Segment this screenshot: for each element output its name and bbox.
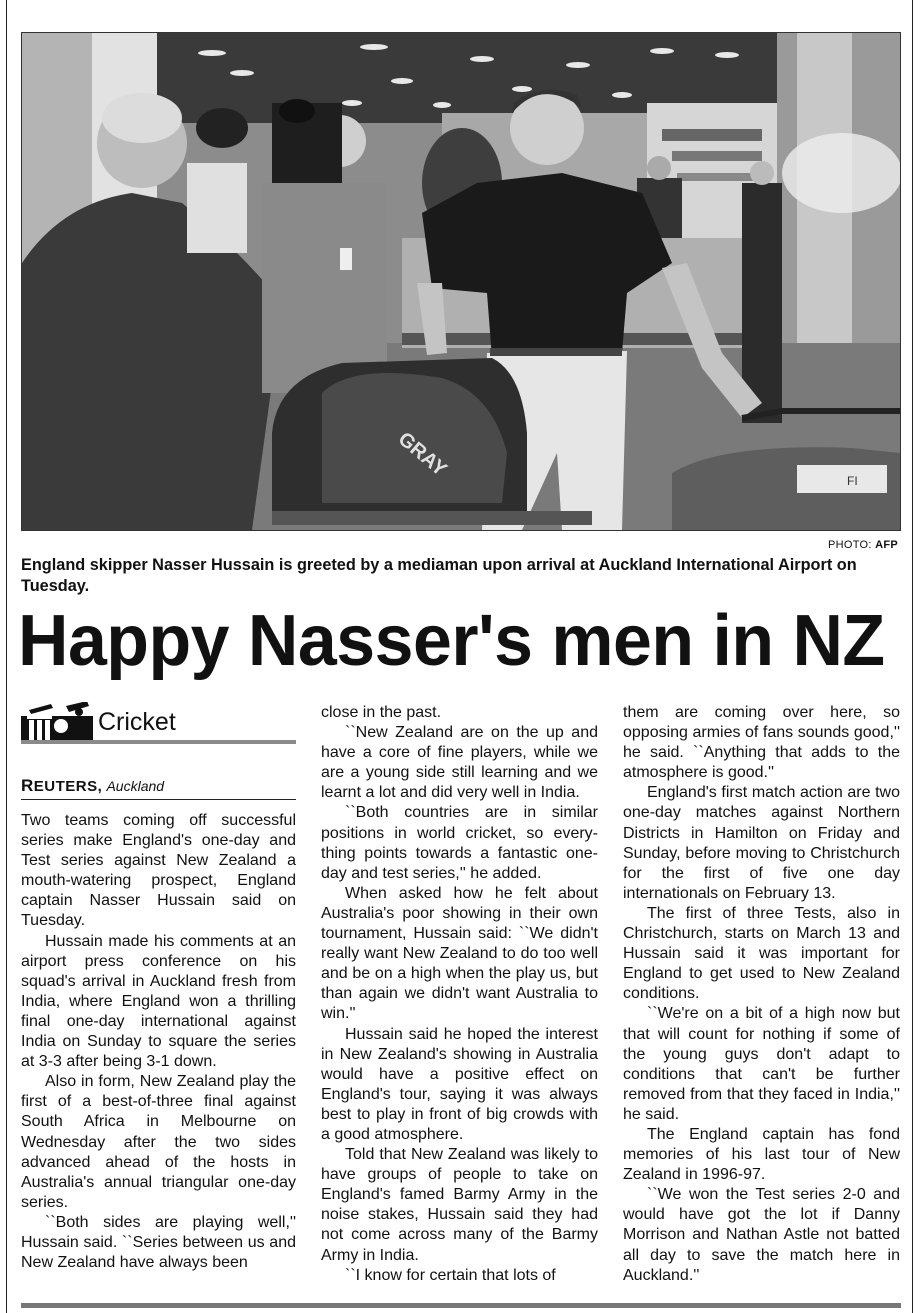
luggage-tag-text: FI xyxy=(847,474,858,488)
paragraph: them are coming over here, so opposing armies of fans sounds good,'' he said. ``Anything that adds to the atmosphere is good.'' xyxy=(623,704,900,782)
section-underline xyxy=(21,740,296,744)
paragraph: ``Both sides are playing well,'' Hussain said. ``Series between us and New Zealand have always been xyxy=(21,1213,296,1272)
headline: Happy Nasser's men in NZ xyxy=(18,601,885,681)
paragraph: ``New Zealand are on the up and have a core of fine players, while we are a young side still learning and we learnt a lot and did very well in India. xyxy=(321,724,598,802)
bottom-rule xyxy=(21,1303,901,1308)
byline-agency-initial: R xyxy=(21,776,34,795)
photo-credit-source: AFP xyxy=(875,539,898,551)
cricket-logo-icon xyxy=(21,702,93,742)
paragraph: close in the past. xyxy=(321,704,442,721)
photo-credit xyxy=(600,539,898,551)
news-photo xyxy=(21,32,901,531)
section-label: Cricket xyxy=(98,708,176,736)
paragraph: Also in form, New Zealand play the first of a best-of-three final against South Africa in Melbourne on Wednesday after the two sides advanced ahead of the hosts in Australia's annual triangular one-day series. xyxy=(21,1073,296,1211)
paragraph: ``We won the Test series 2-0 and would have got the lot if Danny Morrison and Nathan Astle not batted all day to save the match here in Auckland.'' xyxy=(623,1186,900,1284)
byline-place: Auckland xyxy=(106,778,165,794)
paragraph: Told that New Zealand was likely to have groups of people to take on England's famed Barmy Army in the noise stakes, Hussain said they had not come across many of the Barmy Army in India. xyxy=(321,1146,598,1264)
article-column-2 xyxy=(321,703,598,1286)
paragraph: The first of three Tests, also in Christchurch, starts on March 13 and Hussain said it was important for England to get used to New Zealand conditions. xyxy=(623,904,900,1003)
paragraph: ``Both countries are in similar positions in world cricket, so every-thing points towards a fantastic one-day and test series,'' he added. xyxy=(321,804,598,882)
photo-credit-label: PHOTO: xyxy=(827,539,872,551)
page-border-right xyxy=(912,0,913,1313)
paragraph: ``We're on a bit of a high now but that will count for nothing if some of the young guys don't adapt to conditions that can't be further removed from that they faced in India,'' he said. xyxy=(623,1005,900,1123)
page-border-left xyxy=(6,0,7,1313)
bag-lettering: GRAY xyxy=(393,427,451,481)
byline-agency-rest: EUTERS, xyxy=(33,778,103,795)
paragraph: The England captain has fond memories of his last tour of New Zealand in 1996-97. xyxy=(623,1125,900,1184)
article-column-1 xyxy=(21,811,296,1273)
photo-caption: England skipper Nasser Hussain is greeted by a mediaman upon arrival at Auckland International Airport on Tuesday. xyxy=(21,556,857,595)
paragraph: Two teams coming off successful series make England's one-day and Test series against New Zealand a mouth-watering prospect, England captain Nasser Hussain said on Tuesday. xyxy=(21,812,296,930)
section-tag xyxy=(21,702,296,744)
article-column-3 xyxy=(623,703,900,1286)
paragraph: ``I know for certain that lots of xyxy=(345,1266,556,1284)
paragraph: Hussain made his comments at an airport press conference on his squad's arrival in Auckland fresh from India, where England won a thrilling final one-day international against India on Sunday to square the series at 3-3 after being 3-1 down. xyxy=(21,932,296,1071)
paragraph: When asked how he felt about Australia's poor showing in their own tournament, Hussain said: ``We didn't really want New Zealand to do too well and be on a high when the play us, but than again we didn't want Australia to win.'' xyxy=(321,884,598,1023)
paragraph: England's first match action are two one-day matches against Northern Districts in Hamilton on Friday and Sunday, before moving to Christchurch for the first of five one day internationals on February 13. xyxy=(623,784,900,902)
byline xyxy=(21,776,296,800)
paragraph: Hussain said he hoped the interest in New Zealand's showing in Australia would have a positive effect on England's tour, saying it was always best to play in front of big crowds with a good atmosphere. xyxy=(321,1025,598,1143)
byline-agency xyxy=(21,778,102,795)
